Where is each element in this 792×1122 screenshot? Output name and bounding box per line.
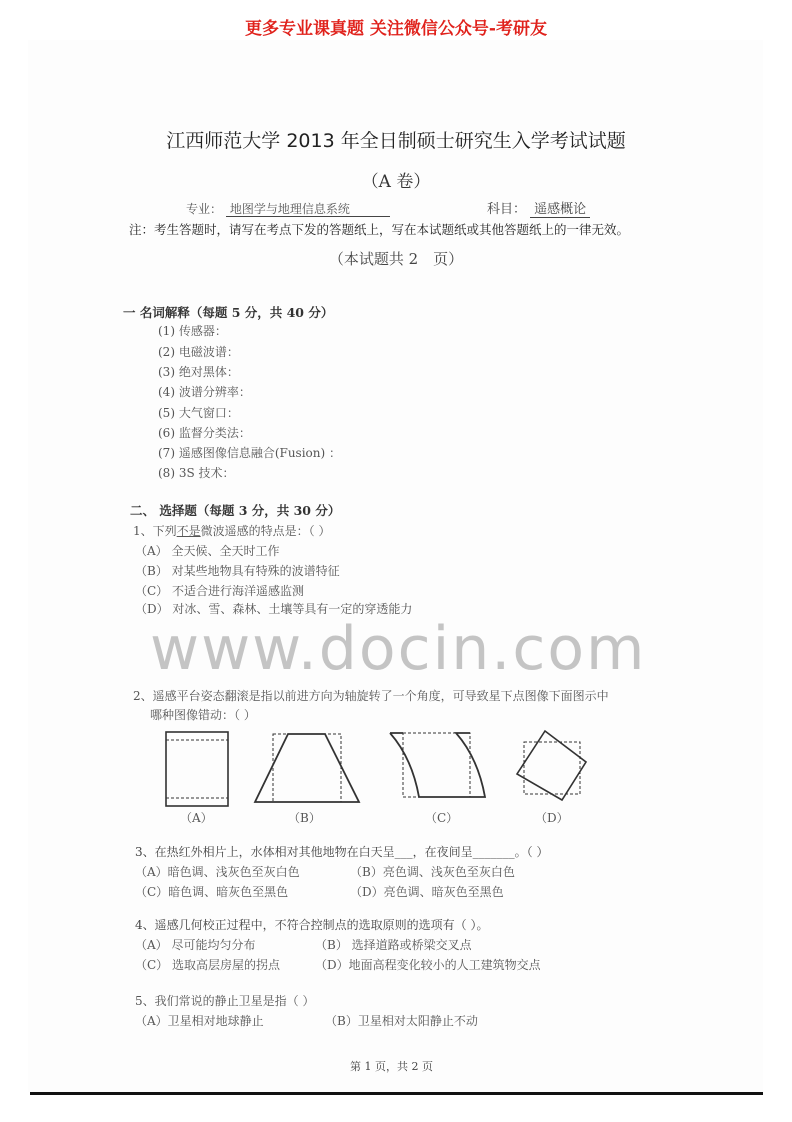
page-footer: 第 1 页，共 2 页 — [350, 1060, 433, 1073]
q1-prefix: 1、下列 — [133, 524, 177, 538]
term-item: (4) 波谱分辨率： — [158, 385, 251, 399]
page-bottom-rule — [30, 1092, 763, 1095]
term-item: (1) 传感器： — [158, 324, 227, 338]
q4-option: （D）地面高程变化较小的人工建筑物交点 — [315, 958, 541, 972]
distortion-figures — [140, 722, 620, 814]
term-item: (3) 绝对黑体： — [158, 365, 239, 379]
q5-option: （B）卫星相对太阳静止不动 — [325, 1014, 478, 1028]
q1-option: （B） 对某些地物具有特殊的波谱特征 — [135, 564, 340, 578]
term-item: (2) 电磁波谱： — [158, 345, 239, 359]
figure-label-c: （C） — [425, 811, 459, 825]
q5-text: 5、我们常说的静止卫星是指（ ） — [135, 994, 315, 1008]
exam-note: 注：考生答题时，请写在考点下发的答题纸上，写在本试题纸或其他答题纸上的一律无效。 — [129, 222, 630, 237]
q3-option: （D）亮色调、暗灰色至黑色 — [350, 885, 504, 899]
q4-option: （A） 尽可能均匀分布 — [135, 938, 256, 952]
figure-a — [166, 732, 228, 806]
figure-b — [255, 734, 359, 802]
major-label: 专业： — [186, 202, 223, 216]
promo-banner: 更多专业课真题 关注微信公众号-考研友 — [245, 19, 547, 39]
major-line — [186, 200, 390, 217]
q1-option: （C） 不适合进行海洋遥感监测 — [135, 584, 304, 598]
q1-option: （D） 对冰、雪、森林、土壤等具有一定的穿透能力 — [135, 602, 413, 616]
q2-line2: 哪种图像错动：（ ） — [150, 708, 256, 722]
q5-option: （A）卫星相对地球静止 — [135, 1014, 264, 1028]
q1-underlined: 不是 — [176, 524, 201, 538]
q3-option: （B）亮色调、浅灰色至灰白色 — [350, 865, 515, 879]
subject-value: 遥感概论 — [530, 202, 590, 218]
q4-option: （B） 选择道路或桥梁交叉点 — [315, 938, 472, 952]
watermark: www.docin.com — [150, 614, 647, 684]
q2-line1: 2、遥感平台姿态翻滚是指以前进方向为轴旋转了一个角度，可导致星下点图像下面图示中 — [133, 689, 609, 703]
figure-label-a: （A） — [180, 811, 213, 825]
q3-option: （A）暗色调、浅灰色至灰白色 — [135, 865, 300, 879]
q3-text: 3、在热红外相片上，水体相对其他地物在白天呈___，在夜间呈_______。（ ） — [135, 845, 549, 859]
section2-heading: 二、 选择题（每题 3 分，共 30 分） — [130, 503, 341, 518]
q1-suffix: 微波遥感的特点是：（ ） — [200, 524, 331, 538]
paper-version: （A 卷） — [361, 172, 431, 192]
q3-option: （C）暗色调、暗灰色至黑色 — [135, 885, 289, 899]
major-value: 地图学与地理信息系统 — [226, 202, 390, 217]
section1-heading: 一 名词解释（每题 5 分，共 40 分） — [123, 305, 334, 320]
page-total: （本试题共 2 页） — [328, 250, 464, 268]
subject-label: 科目： — [487, 202, 527, 217]
subject-line — [487, 198, 590, 217]
term-item: (6) 监督分类法： — [158, 426, 251, 440]
term-item: (7) 遥感图像信息融合(Fusion) ： — [158, 446, 341, 460]
q1-option: （A） 全天候、全天时工作 — [135, 544, 280, 558]
exam-title: 江西师范大学 2013 年全日制硕士研究生入学考试试题 — [166, 130, 626, 152]
figure-label-b: （B） — [288, 811, 321, 825]
figure-d — [517, 731, 586, 800]
figure-label-d: （D） — [535, 811, 569, 825]
q4-option: （C） 选取高层房屋的拐点 — [135, 958, 280, 972]
q1-text — [133, 522, 330, 539]
figure-c — [390, 733, 485, 797]
term-item: (5) 大气窗口： — [158, 406, 239, 420]
q4-text: 4、遥感几何校正过程中，不符合控制点的选取原则的选项有（ ）。 — [135, 918, 489, 932]
term-item: (8) 3S 技术： — [158, 466, 235, 480]
